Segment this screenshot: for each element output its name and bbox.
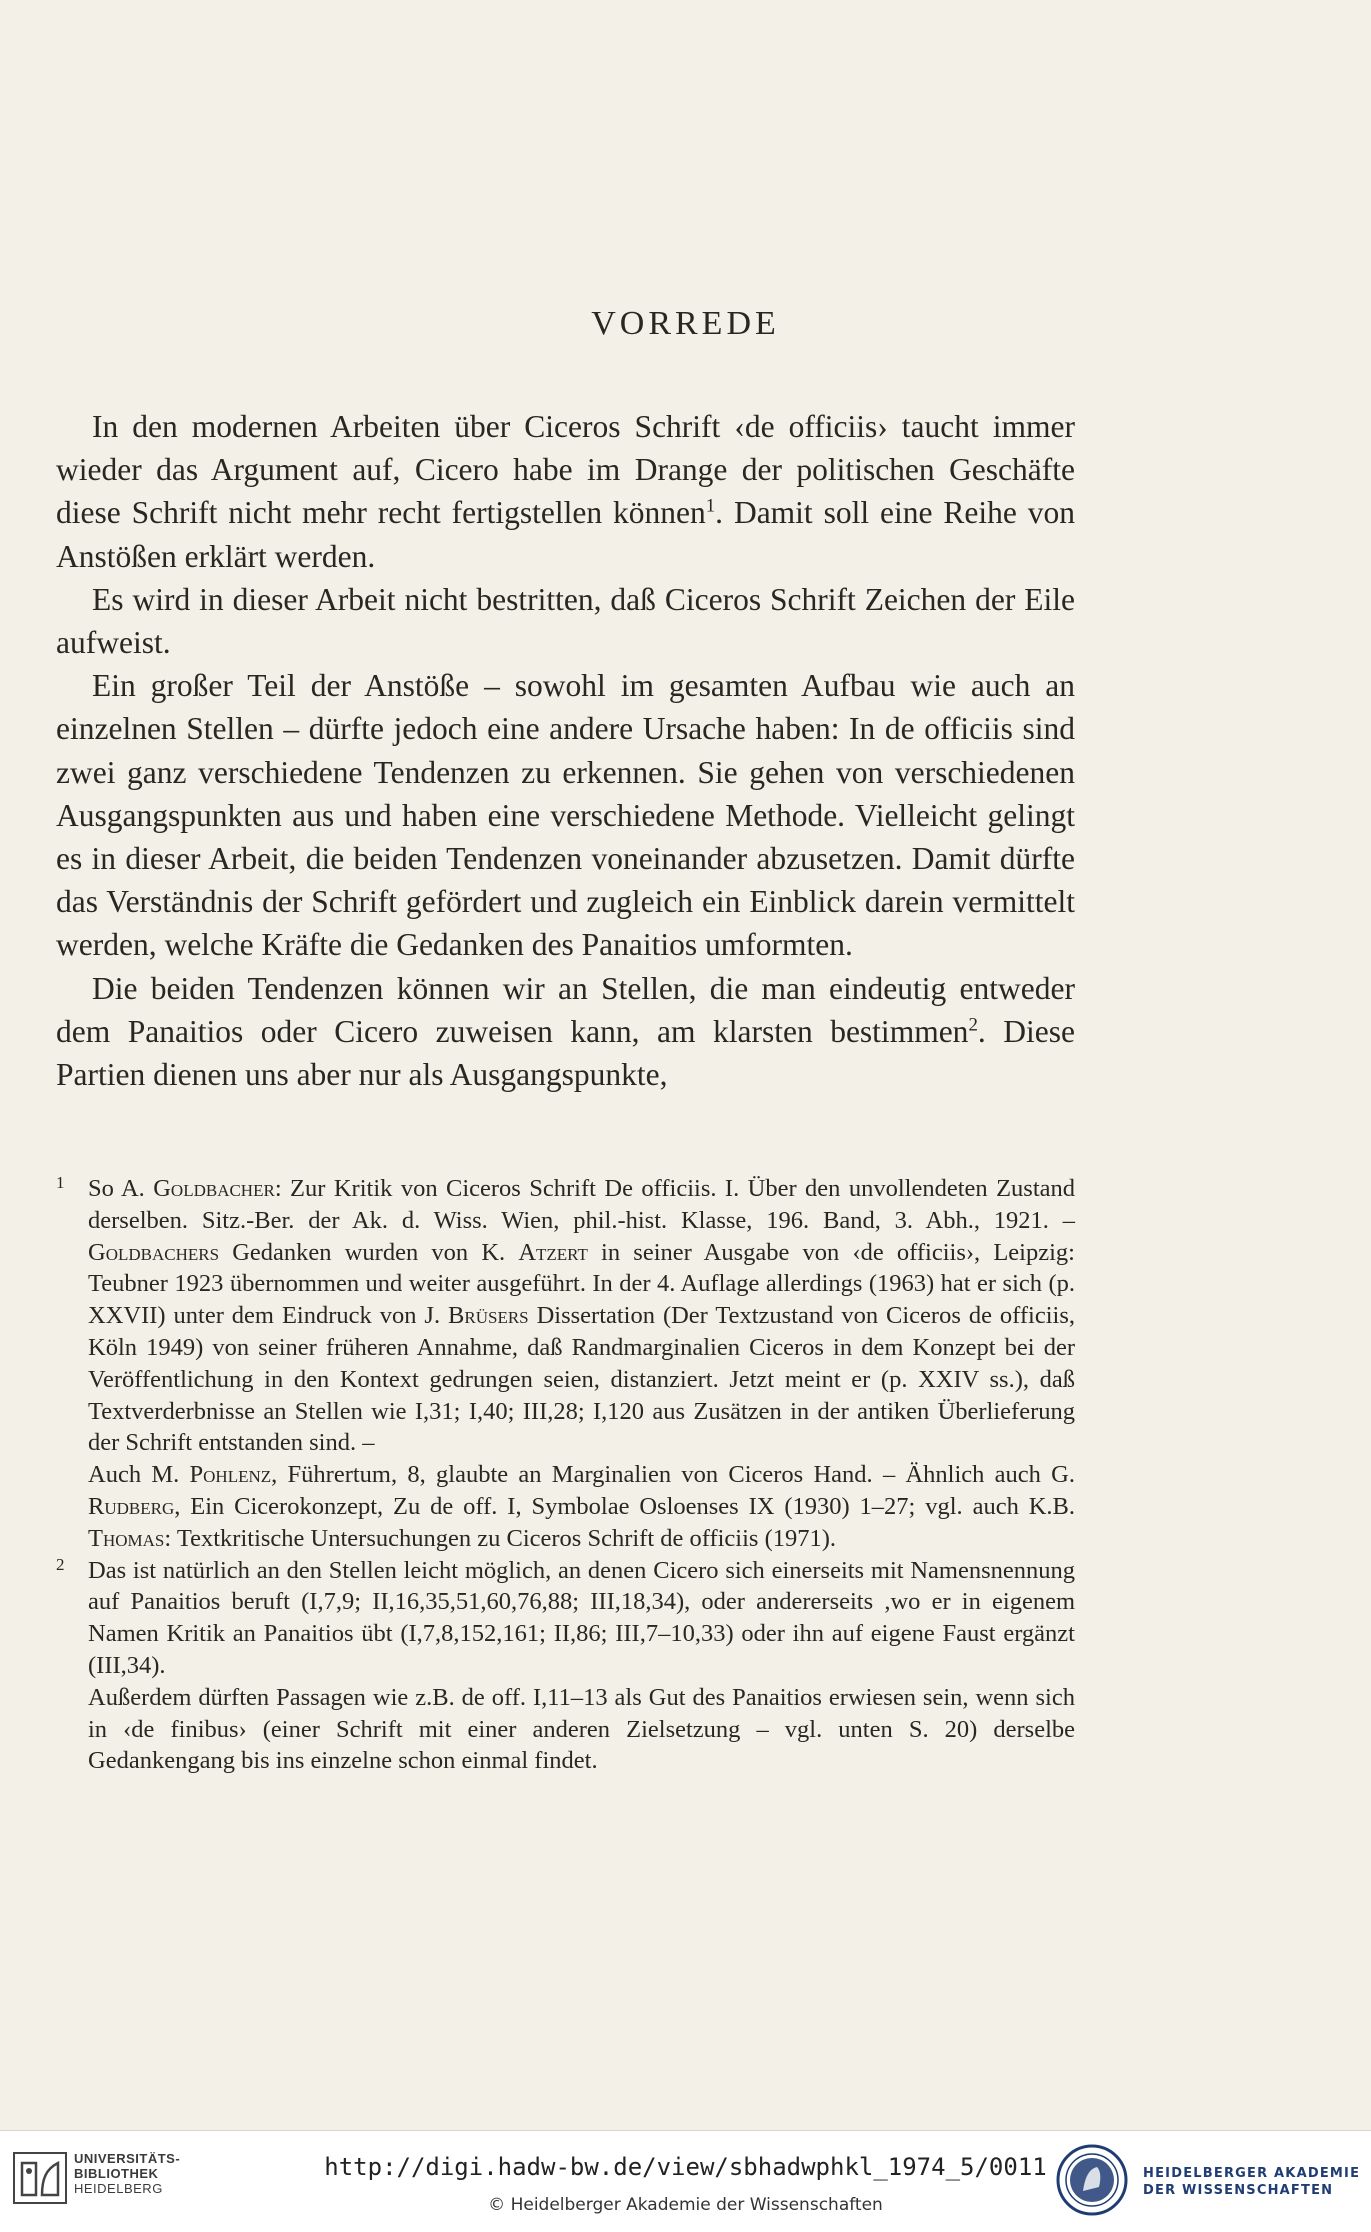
copyright-notice: © Heidelberger Akademie der Wissenschaften: [488, 2195, 883, 2215]
paragraph: Es wird in dieser Arbeit nicht bestritten, daß Ciceros Schrift Zeichen der Eile aufweist.: [56, 581, 1075, 661]
permalink-url[interactable]: http://digi.hadw-bw.de/view/sbhadwphkl_1974_5/0011: [324, 2153, 1047, 2181]
footnote-ref: 1: [705, 495, 716, 517]
paragraph: In den modernen Arbeiten über Ciceros Schrift ‹de officiis› taucht immer wieder das Argument auf, Cicero habe im Drange der politischen Geschäfte diese Schrift nicht mehr recht fertigstellen können$^1$. Damit soll eine Reihe von Anstößen erklärt werden.: [56, 409, 1075, 574]
footnote-mark: 2: [56, 1554, 65, 1574]
footnote-2-continued: Außerdem dürften Passagen wie z.B. de off. I,11–13 als Gut des Panaitios erwiesen sein, wenn sich in ‹de finibus› (einer Schrift mit einer anderen Zielsetzung – vgl. unten S. 20) derselbe Gedankengang bis ins einzelne schon einmal findet.: [88, 1683, 1075, 1775]
footnote-1-continued: Auch M. Pohlenz, Führertum, 8, glaubte an Marginalien von Ciceros Hand. – Ähnlich auch G. Rudberg, Ein Cicerokonzept, Zu de off. I, Symbolae Osloenses IX (1930) 1–27; vgl. auch K.B. Thomas: Textkritische Untersuchungen zu Ciceros Schrift de officiis (1971).: [88, 1461, 1075, 1552]
viewer-footer: [0, 2130, 1371, 2232]
footnotes: [56, 1173, 1075, 1777]
footnote-mark: 1: [56, 1173, 65, 1192]
footnote-2: 2 Das ist natürlich an den Stellen leicht möglich, an denen Cicero sich einerseits mit Namensnennung auf Panaitios beruft (I,7,9; II,16,35,51,60,76,88; III,18,34), oder andererseits ,wo er in eigenem Namen Kritik an Panaitios übt (I,7,8,152,161; II,86; III,7–10,33) oder ihn auf eigene Faust ergänzt (III,34).: [56, 1555, 1075, 1682]
footnote-1: 1 So A. Goldbacher: Zur Kritik von Ciceros Schrift De officiis. I. Über den unvollendeten Zustand derselben. Sitz.-Ber. der Ak. d. Wiss. Wien, phil.-hist. Klasse, 196. Band, 3. Abh., 1921. – Goldbachers Gedanken wurden von K. Atzert in seiner Ausgabe von ‹de officiis›, Leipzig: Teubner 1923 übernommen und weiter ausgeführt. In der 4. Auflage allerdings (1963) hat er sich (p. XXVII) unter dem Eindruck von J. Brüsers Dissertation (Der Textzustand von Ciceros de officiis, Köln 1949) von seiner früheren Annahme, daß Randmarginalien Ciceros in dem Konzept bei der Veröffentlichung in den Kontext gedrungen seien, distanziert. Jetzt meint er (p. XXIV ss.), daß Textverderbnisse an Stellen wie I,31; I,40; III,28; I,120 aus Zusätzen in der antiken Überlieferung der Schrift entstanden sind. –: [56, 1173, 1075, 1459]
page-heading: VORREDE: [591, 305, 780, 342]
paragraph: Die beiden Tendenzen können wir an Stellen, die man eindeutig entweder dem Panaitios oder Cicero zuweisen kann, am klarsten bestimmen$^2$. Diese Partien dienen uns aber nur als Ausgangspunkte,: [56, 970, 1075, 1093]
footnote-ref: 2: [968, 1014, 978, 1036]
ub-heidelberg-name: UNIVERSITÄTS- BIBLIOTHEK HEIDELBERG: [74, 2151, 181, 2196]
hadw-seal-icon[interactable]: [1055, 2143, 1129, 2217]
paragraph: Ein großer Teil der Anstöße – sowohl im gesamten Aufbau wie auch an einzelnen Stellen – dürfte jedoch eine andere Ursache haben: In de officiis sind zwei ganz verschiedene Tendenzen zu erkennen. Sie gehen von verschiedenen Ausgangspunkten aus und haben eine verschiedene Methode. Vielleicht gelingt es in dieser Arbeit, die beiden Tendenzen voneinander abzusetzen. Damit dürfte das Verständnis der Schrift gefördert und zugleich ein Einblick darein vermittelt werden, welche Kräfte die Gedanken des Panaitios umformten.: [56, 668, 1075, 963]
main-text: [56, 405, 1075, 1096]
hadw-name: HEIDELBERGER AKADEMIE DER WISSENSCHAFTEN: [1143, 2166, 1361, 2198]
